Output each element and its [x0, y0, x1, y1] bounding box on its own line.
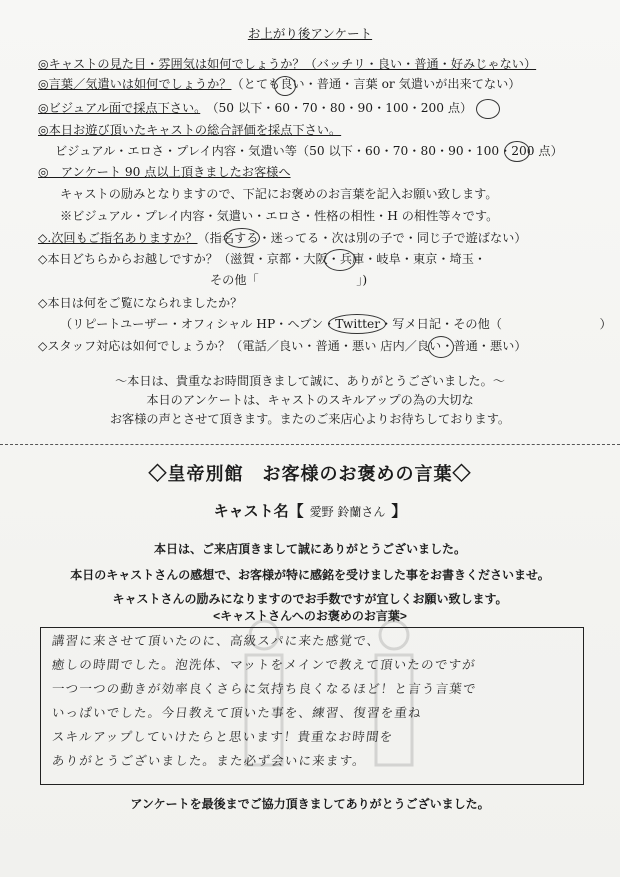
footer-thanks: アンケートを最後までご協力頂きましてありがとうございました。: [130, 797, 490, 811]
thanks-line-3: お客様の声とさせて頂きます。またのご来店心よりお待ちしております。: [109, 412, 511, 426]
cut-line: [0, 444, 620, 445]
answer-circle: [428, 336, 454, 358]
answer-circle: [224, 228, 260, 248]
answer-circle: [476, 99, 500, 119]
praise-line-2: 本日のキャストさんの感想で、お客様が特に感銘を受けました事をお書きくださいませ。: [70, 568, 550, 582]
question-4-options: ビジュアル・エロさ・プレイ内容・気遣い等（50 以下・60・70・80・90・100・200 点）: [55, 144, 563, 158]
question-8: ◇本日は何をご覧になられましたか？: [38, 296, 243, 310]
handwritten-line: 癒しの時間でした。泡洗体、マットをメインで教えて頂いたのですが: [51, 657, 477, 672]
thanks-line-1: ～本日は、貴重なお時間頂きまして誠に、ありがとうございました。～: [115, 374, 505, 388]
handwritten-line: 一つ一つの動きが効率良くさらに気持ち良くなるほど！と言う言葉で: [51, 681, 478, 696]
question-2: ◎言葉／気遣いは如何でしょうか？（とても良い・普通・言葉 or 気遣いが出来てない）: [38, 77, 521, 91]
handwritten-line: 講習に来させて頂いたのに、高級スパに来た感覚で、: [51, 633, 382, 648]
cast-name-value: 愛野 鈴蘭さん: [309, 505, 386, 519]
question-1: ◎キャストの見た目・雰囲気は如何でしょうか？（バッチリ・良い・普通・好みじゃない）: [38, 57, 537, 71]
praise-box-label: <キャストさんへのお褒めのお言葉>: [213, 609, 407, 623]
thanks-line-2: 本日のアンケートは、キャストのスキルアップの為の大切な: [146, 393, 474, 407]
survey-title: お上がり後アンケート: [247, 26, 373, 41]
answer-circle: [504, 141, 530, 162]
question-9: ◇スタッフ対応は如何でしょうか？（電話／良い・普通・悪い 店内／良い・普通・悪い）: [38, 339, 527, 353]
question-8-options: （リピートユーザー・オフィシャル HP・ヘブン・Twitter・写メ日記・その他（ ）: [60, 317, 612, 331]
praise-line-3: キャストさんの励みになりますのでお手数ですが宜しくお願い致します。: [112, 592, 508, 606]
question-5: ◎ アンケート 90 点以上頂きましたお客様へ: [38, 165, 291, 179]
question-6: ◇.次回もご指名ありますか？（指名する・迷ってる・次は別の子で・同じ子で遊ばない）: [38, 231, 527, 245]
answer-circle: [328, 314, 386, 334]
handwritten-line: いっぱいでした。今日教えて頂いた事を、練習、復習を重ね: [51, 705, 423, 720]
answer-circle: [324, 249, 356, 271]
question-4: ◎本日お遊び頂いたキャストの総合評価を採点下さい。: [38, 123, 342, 137]
question-5-note-2: ※ビジュアル・プレイ内容・気遣い・エロさ・性格の相性・H の相性等々です。: [60, 209, 499, 223]
question-7: ◇本日どちらからお越しですか？（滋賀・京都・大阪・兵庫・岐阜・東京・埼玉・: [38, 252, 487, 266]
cast-name-row: キャスト名【 愛野 鈴蘭さん 】: [213, 503, 407, 520]
handwritten-line: スキルアップしていけたらと思います！貴重なお時間を: [51, 729, 395, 744]
handwritten-line: ありがとうございました。また必ず会いに来ます。: [51, 753, 367, 768]
answer-circle: [274, 76, 296, 96]
praise-line-1: 本日は、ご来店頂きまして誠にありがとうございました。: [153, 542, 466, 556]
question-5-note-1: キャストの励みとなりますので、下記にお褒めのお言葉を記入お願い致します。: [60, 187, 498, 201]
question-3: ◎ビジュアル面で採点下さい。 （50 以下・60・70・80・90・100・200 点）: [38, 101, 473, 115]
question-7-other: その他「 」): [210, 273, 368, 287]
praise-heading: ◇皇帝別館 お客様のお褒めの言葉◇: [148, 464, 472, 484]
